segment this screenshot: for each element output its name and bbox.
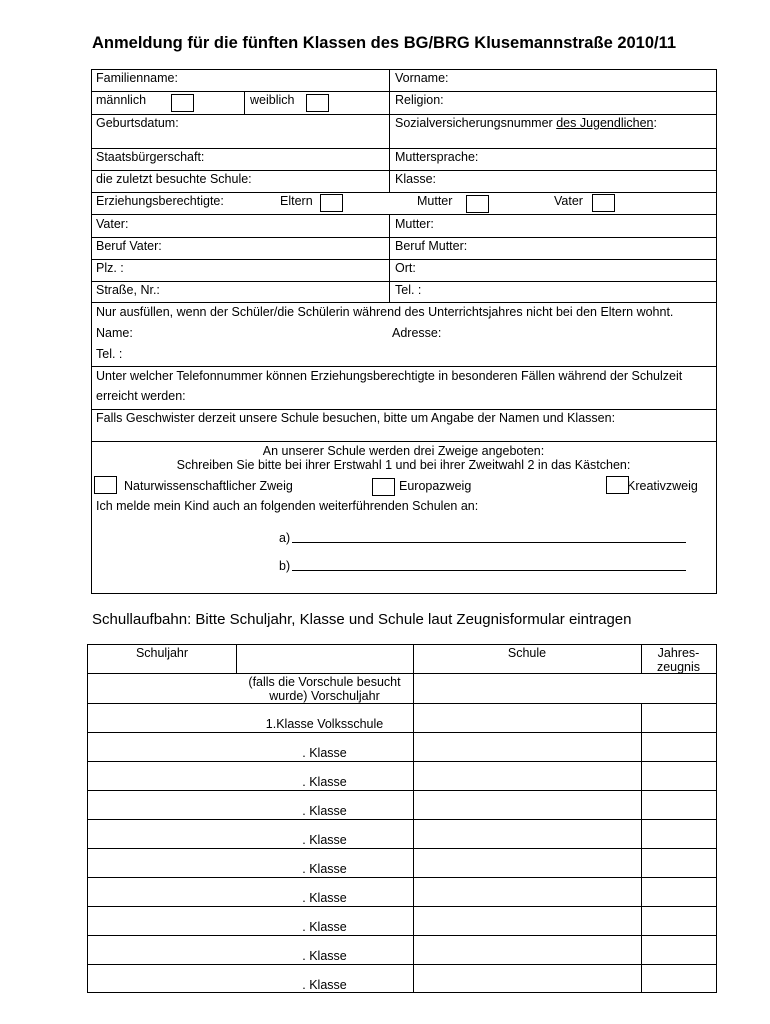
weiblich-checkbox[interactable] <box>306 94 329 112</box>
klasse-row-label: . Klasse <box>302 746 347 760</box>
form-divider <box>91 214 716 215</box>
familienname-label: Familienname: <box>96 71 178 85</box>
table-row-divider <box>87 848 716 849</box>
option-a-label: a) <box>279 531 291 545</box>
form-divider <box>91 91 716 92</box>
klasse-row-label: . Klasse <box>302 862 347 876</box>
col-header-schule: Schule <box>507 646 547 660</box>
beruf-mutter-label: Beruf Mutter: <box>395 239 468 253</box>
form-column-divider <box>389 69 390 192</box>
table-row-divider <box>87 790 716 791</box>
table-row-divider <box>87 964 716 965</box>
form-divider <box>91 114 716 115</box>
table-row-divider <box>87 761 716 762</box>
kreativ-zweig-checkbox[interactable] <box>606 476 629 494</box>
nawi-zweig-label: Naturwissenschaftlicher Zweig <box>124 479 293 493</box>
svnr-label-underlined: des Jugendlichen <box>556 116 654 130</box>
zweige-intro-line2: Schreiben Sie bitte bei ihrer Erstwahl 1 und bei ihrer Zweitwahl 2 in das Kästchen: <box>176 458 631 472</box>
nur-ausfuellen-text: Nur ausfüllen, wenn der Schüler/die Schülerin während des Unterrichtsjahres nicht bei den Eltern wohnt. <box>96 305 674 319</box>
vorschule-label-line2: wurde) Vorschuljahr <box>269 689 380 703</box>
table-row-divider <box>87 819 716 820</box>
table-row-divider <box>87 732 716 733</box>
svnr-label <box>395 116 657 130</box>
svnr-label-suffix: : <box>653 116 657 130</box>
erziehungsberechtigte-label: Erziehungsberechtigte: <box>96 194 224 208</box>
geschwister-text: Falls Geschwister derzeit unsere Schule besuchen, bitte um Angabe der Namen und Klassen: <box>96 411 616 425</box>
col-header-schuljahr: Schuljahr <box>135 646 189 660</box>
klasse-row-label: 1.Klasse Volksschule <box>265 717 384 731</box>
europa-zweig-label: Europazweig <box>399 479 472 493</box>
table-column-divider <box>413 644 414 992</box>
maennlich-checkbox[interactable] <box>171 94 194 112</box>
form-column-divider <box>389 214 390 302</box>
klasse-row-label: . Klasse <box>302 978 347 992</box>
klasse-row-label: . Klasse <box>302 920 347 934</box>
klasse-row-label: . Klasse <box>302 804 347 818</box>
maennlich-label: männlich <box>96 93 147 107</box>
form-divider <box>91 441 716 442</box>
tel-label: Tel. : <box>395 283 422 297</box>
table-row-divider <box>87 703 716 704</box>
vater-field-label: Vater: <box>96 217 129 231</box>
col-header-jahreszeugnis-line2: zeugnis <box>656 660 701 674</box>
option-b-line[interactable] <box>292 570 686 571</box>
vater-checkbox[interactable] <box>592 194 615 212</box>
vorname-label: Vorname: <box>395 71 449 85</box>
adresse-label: Adresse: <box>392 326 442 340</box>
europa-zweig-checkbox[interactable] <box>372 478 395 496</box>
option-a-line[interactable] <box>292 542 686 543</box>
form-divider <box>91 192 716 193</box>
form-divider <box>91 302 716 303</box>
table-row-divider <box>87 877 716 878</box>
klasse-row-label: . Klasse <box>302 949 347 963</box>
zuletzt-schule-label: die zuletzt besuchte Schule: <box>96 172 252 186</box>
option-b-label: b) <box>279 559 291 573</box>
schullaufbahn-heading: Schullaufbahn: Bitte Schuljahr, Klasse und Schule laut Zeugnisformular eintragen <box>92 611 632 628</box>
table-row-divider <box>87 673 716 674</box>
form-divider <box>91 366 716 367</box>
name-label: Name: <box>96 326 133 340</box>
form-divider <box>91 237 716 238</box>
form-column-divider <box>244 91 245 114</box>
svnr-label-text: Sozialversicherungsnummer <box>395 116 557 130</box>
form-divider <box>91 148 716 149</box>
klasse-row-label: . Klasse <box>302 833 347 847</box>
beruf-vater-label: Beruf Vater: <box>96 239 162 253</box>
klasse-label: Klasse: <box>395 172 436 186</box>
col-header-jahreszeugnis-line1: Jahres- <box>657 646 700 660</box>
vater-label: Vater <box>554 194 583 208</box>
eltern-checkbox[interactable] <box>320 194 343 212</box>
form-divider <box>91 170 716 171</box>
zweige-intro-line1: An unserer Schule werden drei Zweige angeboten: <box>262 444 545 458</box>
kreativ-zweig-label: Kreativzweig <box>627 479 698 493</box>
plz-label: Plz. : <box>96 261 124 275</box>
weitere-schulen-text: Ich melde mein Kind auch an folgenden weiterführenden Schulen an: <box>96 499 479 513</box>
telefon-text-line2: erreicht werden: <box>96 389 186 403</box>
mutter-field-label: Mutter: <box>395 217 434 231</box>
form-divider <box>91 281 716 282</box>
eltern-label: Eltern <box>280 194 313 208</box>
table-row-divider <box>87 935 716 936</box>
tel2-label: Tel. : <box>96 347 123 361</box>
form-divider <box>91 409 716 410</box>
klasse-row-label: . Klasse <box>302 891 347 905</box>
religion-label: Religion: <box>395 93 444 107</box>
vorschule-label-line1: (falls die Vorschule besucht <box>248 675 401 689</box>
weiblich-label: weiblich <box>250 93 295 107</box>
mutter-checkbox[interactable] <box>466 195 489 213</box>
mutter-label: Mutter <box>417 194 453 208</box>
geburtsdatum-label: Geburtsdatum: <box>96 116 179 130</box>
ort-label: Ort: <box>395 261 416 275</box>
telefon-text-line1: Unter welcher Telefonnummer können Erziehungsberechtigte in besonderen Fällen während der Schulzeit <box>96 369 683 383</box>
strasse-label: Straße, Nr.: <box>96 283 160 297</box>
staatsbuergerschaft-label: Staatsbürgerschaft: <box>96 150 205 164</box>
klasse-row-label: . Klasse <box>302 775 347 789</box>
form-divider <box>91 259 716 260</box>
page-title: Anmeldung für die fünften Klassen des BG/BRG Klusemannstraße 2010/11 <box>92 34 677 52</box>
nawi-zweig-checkbox[interactable] <box>94 476 117 494</box>
muttersprache-label: Muttersprache: <box>395 150 479 164</box>
table-row-divider <box>87 906 716 907</box>
